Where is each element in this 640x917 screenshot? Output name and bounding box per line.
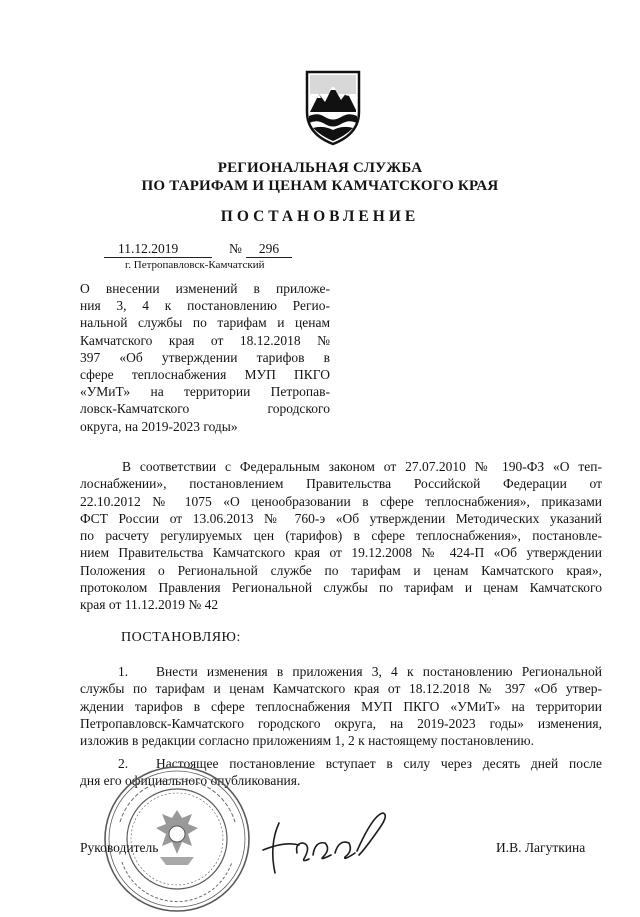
number-sign: № <box>229 241 242 256</box>
preamble-line: В соответствии с Федеральным законом от 27.07.2010 № 190-ФЗ «О теп- <box>122 459 602 474</box>
preamble-line: лоснабжении», постановлением Правительства Российской Федерации от <box>80 476 602 492</box>
resolve-heading: ПОСТАНОВЛЯЮ: <box>121 630 241 645</box>
preamble-line: по расчету регулируемых цен (тарифов) в сфере теплоснабжения», постановле- <box>80 528 602 544</box>
preamble-line: нием Правительства Камчатского края от 19.12.2008 № 424-П «Об утверждении <box>80 545 602 561</box>
organization-name-line2: ПО ТАРИФАМ И ЦЕНАМ КАМЧАТСКОГО КРАЯ <box>141 178 499 194</box>
item-line: службы по тарифам и ценам Камчатского края от 18.12.2018 № 397 «Об утвер- <box>80 681 602 697</box>
subject-line: округа, на 2019-2023 годы» <box>80 418 238 434</box>
preamble-paragraph <box>80 458 602 614</box>
resolution-item-1 <box>80 663 602 749</box>
preamble-line: края от 11.12.2019 № 42 <box>80 597 219 613</box>
document-subject <box>80 280 330 435</box>
item-line: дня его официального опубликования. <box>80 773 301 789</box>
item-line: Настоящее постановление вступает в силу через десять дней после <box>156 756 602 771</box>
document-date: 11.12.2019 <box>104 241 212 258</box>
subject-line: сфере теплоснабжения МУП ПКГО <box>80 367 330 383</box>
item-line: Петропавловск-Камчатского городского округа, на 2019-2023 годы» изменения, <box>80 715 602 731</box>
organization-name-line1: РЕГИОНАЛЬНАЯ СЛУЖБА <box>217 160 423 176</box>
subject-line: «УМиТ» на территории Петропав- <box>80 384 330 400</box>
subject-line: О внесении изменений в приложе- <box>80 281 330 296</box>
preamble-line: ФСТ России от 13.06.2013 № 760-э «Об утверждении Методических указаний <box>80 510 602 526</box>
signatory-role: Руководитель <box>80 840 159 855</box>
signatory-name: И.В. Лагуткина <box>496 840 586 855</box>
city-name: г. Петропавловск-Камчатский <box>125 259 265 271</box>
preamble-line: Положения о Региональной службе по тарифам и ценам Камчатского края», <box>80 562 602 578</box>
handwritten-signature-icon <box>255 805 395 885</box>
document-type-title: ПОСТАНОВЛЕНИЕ <box>220 208 420 225</box>
item-number: 2. <box>118 756 129 771</box>
subject-line: Камчатского края от 18.12.2018 № <box>80 332 330 348</box>
preamble-line: 22.10.2012 № 1075 «О ценообразовании в сфере теплоснабжения», приказами <box>80 493 602 509</box>
item-line: изложив в редакции согласно приложениям 1, 2 к настоящему постановлению. <box>80 733 534 749</box>
item-line: ждении тарифов в сфере теплоснабжения МУП ПКГО «УМиТ» на территории <box>80 698 602 714</box>
subject-line: нальной службы по тарифам и ценам <box>80 315 330 331</box>
item-line: Внести изменения в приложения 3, 4 к постановлению Региональной <box>156 664 602 679</box>
subject-line: ния 3, 4 к постановлению Регио- <box>80 298 330 314</box>
kamchatka-coat-of-arms-icon <box>303 68 363 146</box>
subject-line: 397 «Об утверждении тарифов в <box>80 349 330 365</box>
preamble-line: протоколом Правления Региональной службы по тарифам и ценам Камчатского <box>80 580 602 596</box>
subject-line: ловск-Камчатского городского <box>80 401 330 417</box>
document-number: 296 <box>246 241 292 258</box>
item-number: 1. <box>118 664 129 679</box>
